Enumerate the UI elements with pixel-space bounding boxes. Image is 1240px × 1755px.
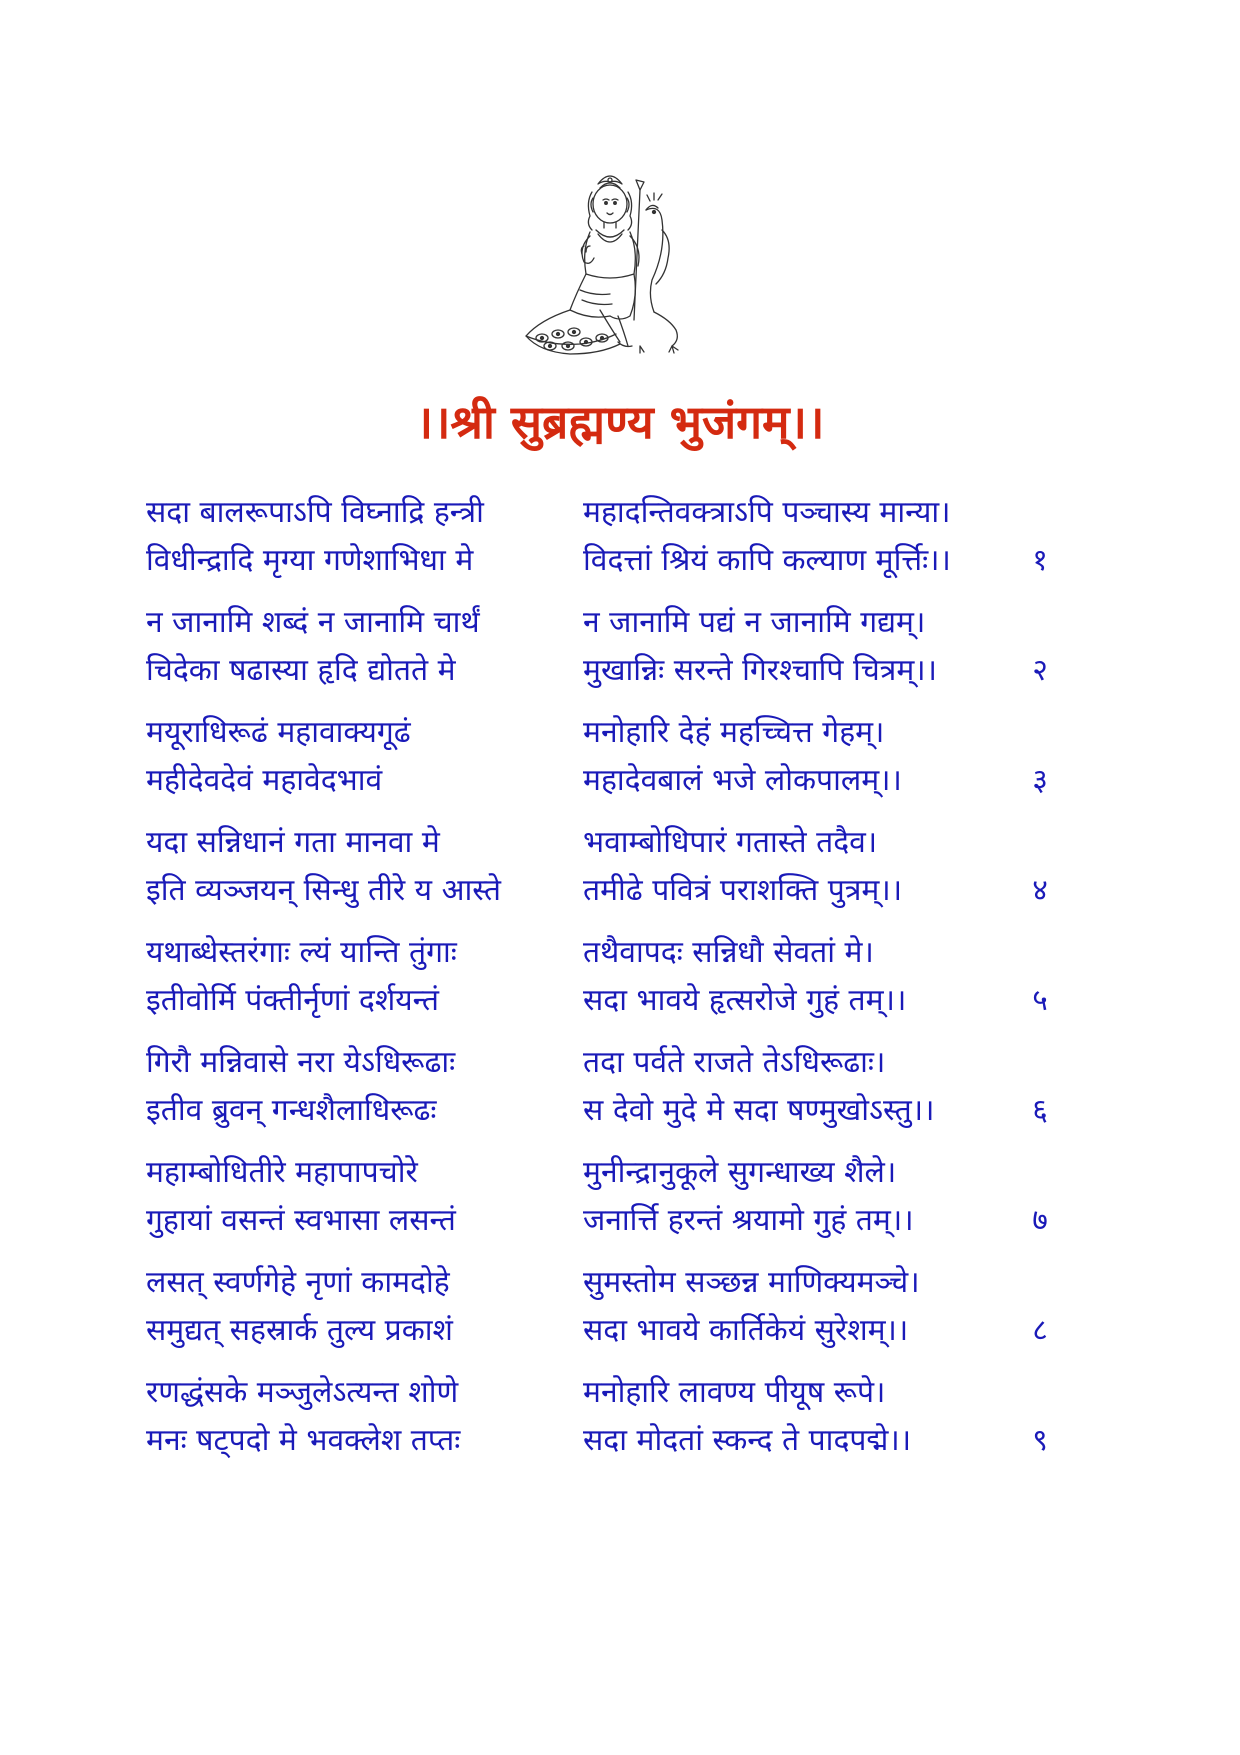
verse-number: ९ — [1032, 1423, 1048, 1458]
verse-number: १ — [1032, 543, 1048, 578]
verse-line-right: स देवो मुदे मे सदा षण्मुखोऽस्तु।। — [583, 1093, 935, 1128]
verse-line-left: इतीव ब्रुवन् गन्धशैलाधिरूढः — [146, 1093, 437, 1128]
verse-line — [0, 1040, 1240, 1090]
verse-line-left: चिदेका षढास्या हृदि द्योतते मे — [146, 653, 456, 688]
verse-line — [0, 600, 1240, 650]
verse-line-left: मयूराधिरूढं महावाक्यगूढं — [146, 715, 411, 750]
verse-3 — [0, 710, 1240, 810]
verse-line-left: इति व्यञ्जयन् सिन्धु तीरे य आस्ते — [146, 873, 502, 908]
verse-line-right: न जानामि पद्यं न जानामि गद्यम्। — [583, 605, 926, 640]
verse-line-left: गुहायां वसन्तं स्वभासा लसन्तं — [146, 1203, 456, 1238]
verse-line-right: मुखान्निः सरन्ते गिरश्चापि चित्रम्।। — [583, 653, 938, 688]
verse-line — [0, 1198, 1240, 1248]
verse-number: ३ — [1032, 763, 1048, 798]
verse-8 — [0, 1260, 1240, 1360]
verse-line-right: सदा भावये हृत्सरोजे गुहं तम्।। — [583, 983, 907, 1018]
verse-number: २ — [1032, 653, 1048, 688]
verse-line-right: तदा पर्वते राजते तेऽधिरूढाः। — [583, 1045, 886, 1080]
verse-line-left: महीदेवदेवं महावेदभावं — [146, 763, 383, 798]
verse-5 — [0, 930, 1240, 1030]
verse-line-right: महादेवबालं भजे लोकपालम्।। — [583, 763, 902, 798]
verse-7 — [0, 1150, 1240, 1250]
murugan-peacock-illustration — [520, 170, 710, 370]
verse-line — [0, 648, 1240, 698]
verse-line-right: विदत्तां श्रियं कापि कल्याण मूर्त्तिः।। — [583, 543, 951, 578]
verse-number: ७ — [1032, 1203, 1048, 1238]
verse-line — [0, 1370, 1240, 1420]
verse-line-left: यथाब्धेस्तरंगाः ल्यं यान्ति तुंगाः — [146, 935, 457, 970]
verse-line — [0, 710, 1240, 760]
verse-line — [0, 978, 1240, 1028]
verse-1 — [0, 490, 1240, 590]
verse-line-left: गिरौ मन्निवासे नरा येऽधिरूढाः — [146, 1045, 456, 1080]
verse-line-right: मुनीन्द्रानुकूले सुगन्धाख्य शैले। — [583, 1155, 897, 1190]
verse-line — [0, 538, 1240, 588]
verse-9 — [0, 1370, 1240, 1470]
verse-line-right: तमीढे पवित्रं पराशक्ति पुत्रम्।। — [583, 873, 903, 908]
verse-line-right: सदा मोदतां स्कन्द ते पादपद्मे।। — [583, 1423, 912, 1458]
verse-line-right: भवाम्बोधिपारं गतास्ते तदैव। — [583, 825, 878, 860]
verse-line-left: न जानामि शब्दं न जानामि चार्थं — [146, 605, 480, 640]
verse-line-right: सदा भावये कार्तिकेयं सुरेशम्।। — [583, 1313, 909, 1348]
verse-line-right: महादन्तिवक्त्राऽपि पञ्चास्य मान्या। — [583, 495, 951, 530]
verse-line — [0, 1150, 1240, 1200]
verse-6 — [0, 1040, 1240, 1140]
verse-line — [0, 1088, 1240, 1138]
verse-line-right: सुमस्तोम सञ्छन्न माणिक्यमञ्चे। — [583, 1265, 920, 1300]
verse-number: ४ — [1032, 873, 1048, 908]
verse-line — [0, 490, 1240, 540]
verse-line — [0, 930, 1240, 980]
verse-line — [0, 820, 1240, 870]
verse-line — [0, 1260, 1240, 1310]
verse-line-left: विधीन्द्रादि मृग्या गणेशाभिधा मे — [146, 543, 474, 578]
verse-line — [0, 758, 1240, 808]
page-title: ।।श्री सुब्रह्मण्य भुजंगम्।। — [415, 395, 825, 449]
verse-number: ६ — [1032, 1093, 1048, 1128]
verse-2 — [0, 600, 1240, 700]
verse-line-left: यदा सन्निधानं गता मानवा मे — [146, 825, 440, 860]
verse-line — [0, 1308, 1240, 1358]
verse-line-left: महाम्बोधितीरे महापापचोरे — [146, 1155, 418, 1190]
verse-line-left: समुद्यत् सहस्रार्क तुल्य प्रकाशं — [146, 1313, 453, 1348]
verse-line-right: मनोहारि लावण्य पीयूष रूपे। — [583, 1375, 886, 1410]
verse-line-right: तथैवापदः सन्निधौ सेवतां मे। — [583, 935, 874, 970]
verse-number: ५ — [1032, 983, 1048, 1018]
verse-line-right: मनोहारि देहं महच्चित्त गेहम्। — [583, 715, 885, 750]
verse-line-left: लसत् स्वर्णगेहे नृणां कामदोहे — [146, 1265, 450, 1300]
verse-line — [0, 868, 1240, 918]
verse-line-left: मनः षट्पदो मे भवक्लेश तप्तः — [146, 1423, 461, 1458]
verse-line-left: रणद्धंसके मञ्जुलेऽत्यन्त शोणे — [146, 1375, 459, 1410]
verse-line-left: सदा बालरूपाऽपि विघ्नाद्रि हन्त्री — [146, 495, 484, 530]
verse-line-right: जनार्त्ति हरन्तं श्रयामो गुहं तम्।। — [583, 1203, 914, 1238]
verse-4 — [0, 820, 1240, 920]
verse-line-left: इतीवोर्मि पंक्तीर्नृणां दर्शयन्तं — [146, 983, 440, 1018]
verse-line — [0, 1418, 1240, 1468]
verse-number: ८ — [1032, 1313, 1048, 1348]
